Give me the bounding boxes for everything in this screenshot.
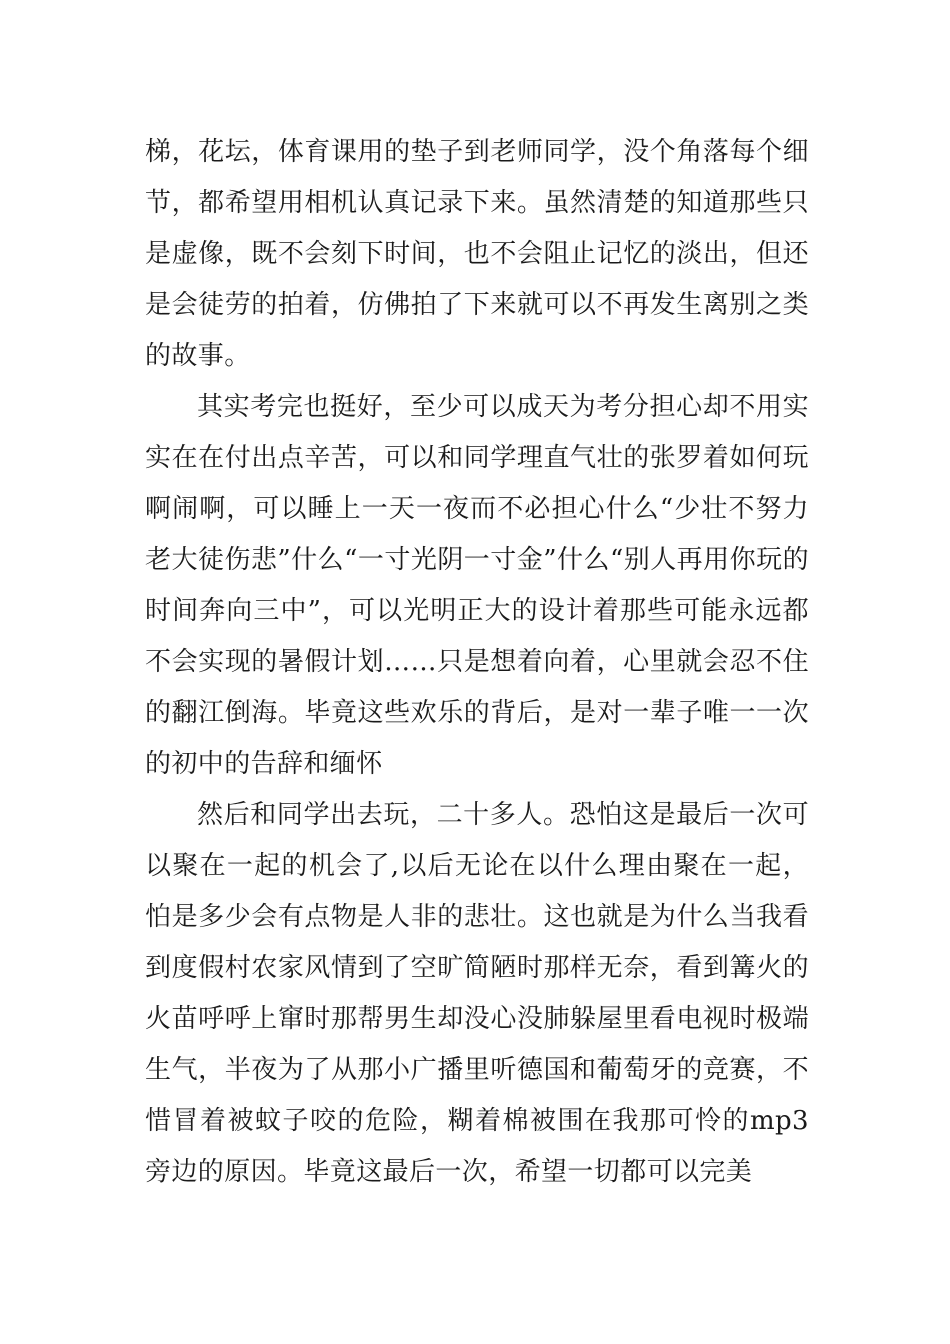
document-body — [145, 127, 809, 1198]
paragraph-3: 然后和同学出去玩，二十多人。恐怕这是最后一次可以聚在一起的机会了,以后无论在以什么理由聚在一起，怕是多少会有点物是人非的悲壮。这也就是为什么当我看到度假村农家风情到了空旷简陋时那样无奈，看到篝火的火苗呼呼上窜时那帮男生却没心没肺躲屋里看电视时极端生气，半夜为了从那小广播里听德国和葡萄牙的竞赛，不惜冒着被蚊子咬的危险，糊着棉被围在我那可怜的mp3旁边的原因。毕竟这最后一次，希望一切都可以完美 — [145, 800, 809, 1187]
paragraph-1: 梯，花坛，体育课用的垫子到老师同学，没个角落每个细节，都希望用相机认真记录下来。虽然清楚的知道那些只是虚像，既不会刻下时间，也不会阻止记忆的淡出，但还是会徒劳的拍着，仿佛拍了下来就可以不再发生离别之类的故事。 — [145, 137, 809, 371]
paragraph-2: 其实考完也挺好，至少可以成天为考分担心却不用实实在在付出点辛苦，可以和同学理直气壮的张罗着如何玩啊闹啊，可以睡上一天一夜而不必担心什么“少壮不努力老大徒伤悲”什么“一寸光阴一寸金”什么“别人再用你玩的时间奔向三中”，可以光明正大的设计着那些可能永远都不会实现的暑假计划……只是想着向着，心里就会忍不住的翻江倒海。毕竟这些欢乐的背后，是对一辈子唯一一次的初中的告辞和缅怀 — [145, 392, 809, 779]
